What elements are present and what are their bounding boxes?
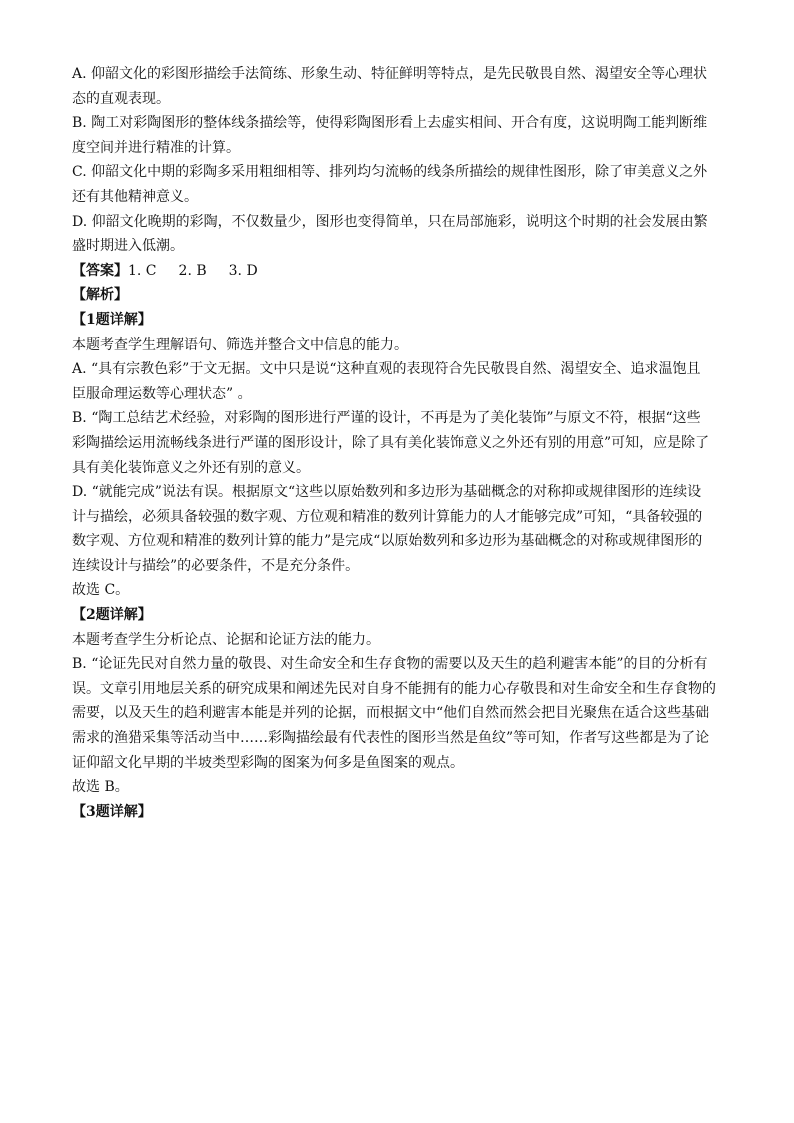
text-line: 还有其他精神意义。 xyxy=(72,188,198,205)
text-line: A. “具有宗教色彩”于文无据。文中只是说“这种直观的表现符合先民敬畏自然、渴望安全、追求温饱且 xyxy=(72,361,701,378)
text-line: 故选 C。 xyxy=(72,582,130,599)
text-line: 本题考查学生分析论点、论据和论证方法的能力。 xyxy=(72,631,380,648)
answer-item: 1. C xyxy=(128,262,157,279)
text-line: B. “论证先民对自然力量的敬畏、对生命安全和生存食物的需要以及天生的趋利避害本能”的目的分析有 xyxy=(72,656,708,673)
text-line: 需求的渔猎采集等活动当中……彩陶描绘最有代表性的图形当然是鱼纹”等可知，作者写这些都是为了论 xyxy=(72,730,710,747)
answer-line xyxy=(72,259,722,284)
text-line: 本题考查学生理解语句、筛选并整合文中信息的能力。 xyxy=(72,336,408,353)
text-line: B. “陶工总结艺术经验，对彩陶的图形进行严谨的设计，不再是为了美化装饰”与原文不符，根据“这些 xyxy=(72,410,701,427)
text-line: 故选 B。 xyxy=(72,779,129,796)
q3-section xyxy=(72,800,722,825)
text-line: B. 陶工对彩陶图形的整体线条描绘等，使得彩陶图形看上去虚实相间、开合有度，这说明陶工能判断维 xyxy=(72,115,708,132)
answer-label: 【答案】 xyxy=(72,262,128,279)
q2-section xyxy=(72,603,722,800)
answer-item: 2. B xyxy=(178,262,207,279)
text-line: D. “就能完成”说法有误。根据原文“这些以原始数列和多边形为基础概念的对称抑或规律图形的连续设 xyxy=(72,484,702,501)
option-a xyxy=(72,62,722,111)
q1-section xyxy=(72,308,722,603)
q3-heading: 【3题详解】 xyxy=(72,803,152,820)
text-line: 具有美化装饰意义之外还有别的意义。 xyxy=(72,459,310,476)
text-line: 彩陶描绘运用流畅线条进行严谨的图形设计，除了具有美化装饰意义之外还有别的用意”可知，应是除了 xyxy=(72,434,710,451)
text-line: C. 仰韶文化中期的彩陶多采用粗细相等、排列均匀流畅的线条所描绘的规律性图形，除了审美意义之外 xyxy=(72,164,708,181)
text-line: A. 仰韶文化的彩图形描绘手法简练、形象生动、特征鲜明等特点，是先民敬畏自然、渴望安全等心理状 xyxy=(72,66,708,82)
text-line: 误。文章引用地层关系的研究成果和阐述先民对自身不能拥有的能力心存敬畏和对生命安全和生存食物的 xyxy=(72,680,716,697)
text-line: 态的直观表现。 xyxy=(72,90,170,107)
text-line: 计与描绘，必须具备较强的数字观、方位观和精准的数列计算能力的人才能够完成”可知，“具备较强的 xyxy=(72,508,703,525)
answer-item: 3. D xyxy=(228,262,258,279)
text-line: 需要，以及天生的趋利避害本能是并列的论据，而根据文中“他们自然而然会把目光聚焦在适合这些基础 xyxy=(72,705,710,722)
text-line: 臣服命理运数等心理状态” 。 xyxy=(72,385,252,402)
q1-heading: 【1题详解】 xyxy=(72,311,152,328)
document-body xyxy=(72,62,722,824)
text-line: D. 仰韶文化晚期的彩陶，不仅数量少，图形也变得简单，只在局部施彩，说明这个时期的社会发展由繁 xyxy=(72,213,708,230)
text-line: 证仰韶文化早期的半坡类型彩陶的图案为何多是鱼图案的观点。 xyxy=(72,754,464,771)
analysis-heading: 【解析】 xyxy=(72,287,128,304)
q2-heading: 【2题详解】 xyxy=(72,607,152,624)
option-c xyxy=(72,160,722,209)
option-b xyxy=(72,111,722,160)
text-line: 数字观、方位观和精准的数列计算的能力”是完成“以原始数列和多边形为基础概念的对称或规律图形的 xyxy=(72,533,703,550)
text-line: 连续设计与描绘”的必要条件，不是充分条件。 xyxy=(72,557,360,574)
text-line: 盛时期进入低潮。 xyxy=(72,238,184,255)
text-line: 度空间并进行精准的计算。 xyxy=(72,139,240,156)
option-d xyxy=(72,210,722,259)
